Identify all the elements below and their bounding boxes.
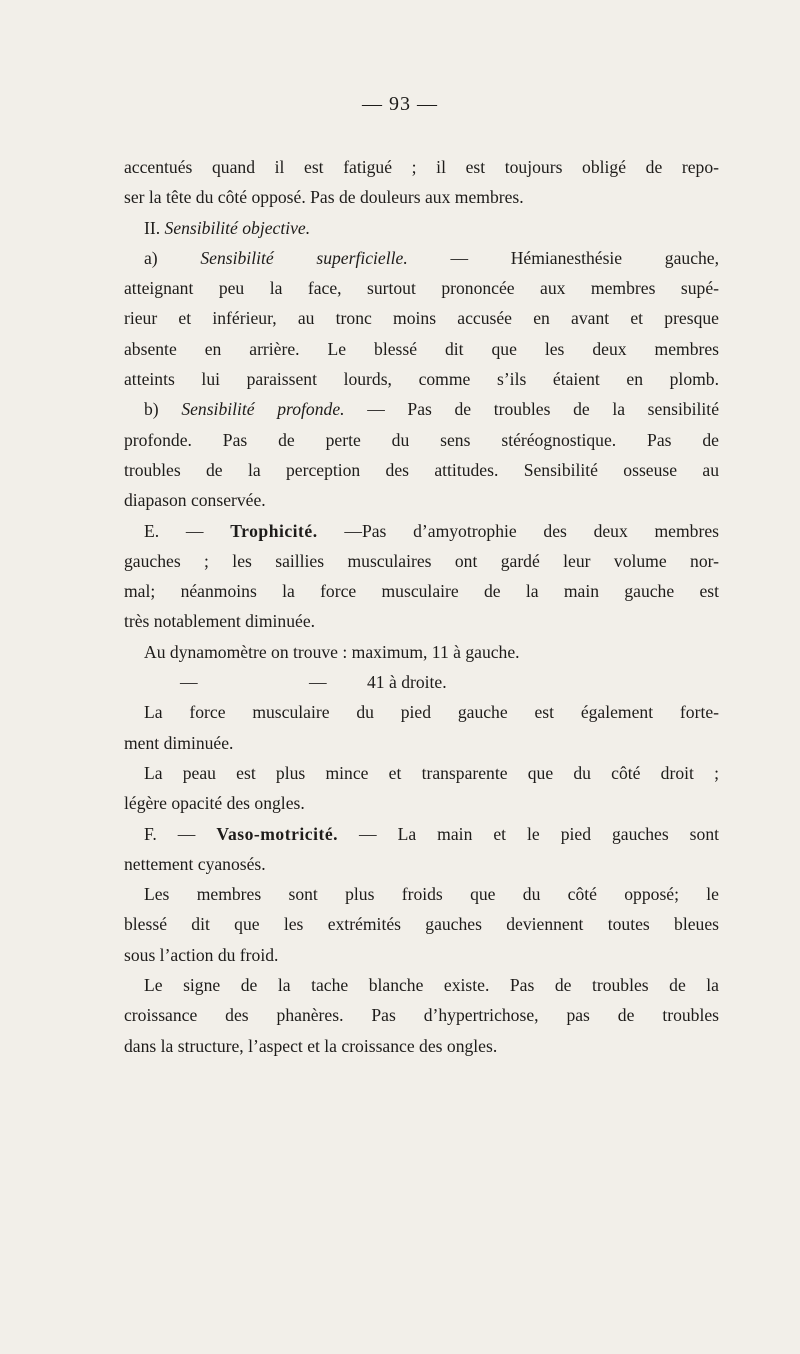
- text-line: ser la tête du côté opposé. Pas de douleurs aux membres.: [124, 187, 524, 208]
- text-line: profonde. Pas de perte du sens stéréognostique. Pas de: [124, 429, 719, 450]
- text-line: troubles de la perception des attitudes. Sensibilité osseuse au: [124, 459, 719, 480]
- subsection-label: b): [144, 399, 159, 420]
- text-line: La force musculaire du pied gauche est également forte-: [144, 702, 719, 723]
- subsection-line: [124, 516, 719, 546]
- subsection-rest: — Pas de troubles de la sensibilité: [367, 399, 720, 420]
- text-line: atteints lui paraissent lourds, comme s’ils étaient en plomb.: [124, 369, 719, 390]
- text-line: diapason conservée.: [124, 490, 266, 511]
- text-line: dans la structure, l’aspect et la croissance des ongles.: [124, 1035, 498, 1056]
- text-line: ment diminuée.: [124, 732, 234, 753]
- body-text: [124, 152, 719, 1061]
- subsection-rest: —Pas d’amyotrophie des deux membres: [344, 520, 719, 541]
- text-line: atteignant peu la face, surtout prononcée aux membres supé-: [124, 278, 719, 299]
- subsection-line: [124, 394, 719, 424]
- dynamometer-right-line: [124, 667, 719, 697]
- subsection-line: [124, 243, 719, 273]
- text-line: mal; néanmoins la force musculaire de la main gauche est: [124, 581, 719, 602]
- text-line: accentués quand il est fatigué ; il est toujours obligé de repo-: [124, 157, 719, 177]
- text-line: nettement cyanosés.: [124, 853, 266, 874]
- section-label: II.: [144, 217, 161, 238]
- subsection-label: E. —: [144, 520, 204, 541]
- text-line: légère opacité des ongles.: [124, 793, 305, 814]
- section-title: Sensibilité objective.: [164, 217, 311, 238]
- text-line: gauches ; les saillies musculaires ont gardé leur volume nor-: [124, 550, 719, 571]
- ditto-dash: —: [309, 672, 327, 693]
- page-number: — 93 —: [362, 93, 438, 115]
- text-line: La peau est plus mince et transparente que du côté droit ;: [144, 762, 719, 783]
- text-line: blessé dit que les extrémités gauches deviennent toutes bleues: [124, 914, 719, 935]
- dynamometer-value: 41 à droite.: [367, 672, 447, 693]
- subsection-title: Trophicité.: [230, 520, 318, 541]
- subsection-rest: — La main et le pied gauches sont: [359, 823, 719, 844]
- text-line: Les membres sont plus froids que du côté opposé; le: [144, 884, 719, 905]
- subsection-title: Vaso-motricité.: [216, 823, 339, 844]
- section-heading: [124, 213, 719, 243]
- text-line: sous l’action du froid.: [124, 944, 279, 965]
- subsection-rest: — Hémianesthésie gauche,: [450, 247, 720, 268]
- subsection-label: a): [144, 247, 158, 268]
- ditto-dash: —: [180, 672, 198, 693]
- text-line: très notablement diminuée.: [124, 611, 316, 632]
- text-line: rieur et inférieur, au tronc moins accusée en avant et presque: [124, 308, 719, 329]
- text-line: absente en arrière. Le blessé dit que les deux membres: [124, 338, 719, 359]
- text-line: croissance des phanères. Pas d’hypertrichose, pas de troubles: [124, 1005, 719, 1026]
- text-line: Le signe de la tache blanche existe. Pas de troubles de la: [144, 975, 719, 996]
- subsection-title: Sensibilité profonde.: [181, 399, 345, 420]
- subsection-label: F. —: [144, 823, 196, 844]
- text-line: Au dynamomètre on trouve : maximum, 11 à gauche.: [144, 641, 520, 662]
- subsection-title: Sensibilité superficielle.: [200, 247, 408, 268]
- subsection-line: [124, 819, 719, 849]
